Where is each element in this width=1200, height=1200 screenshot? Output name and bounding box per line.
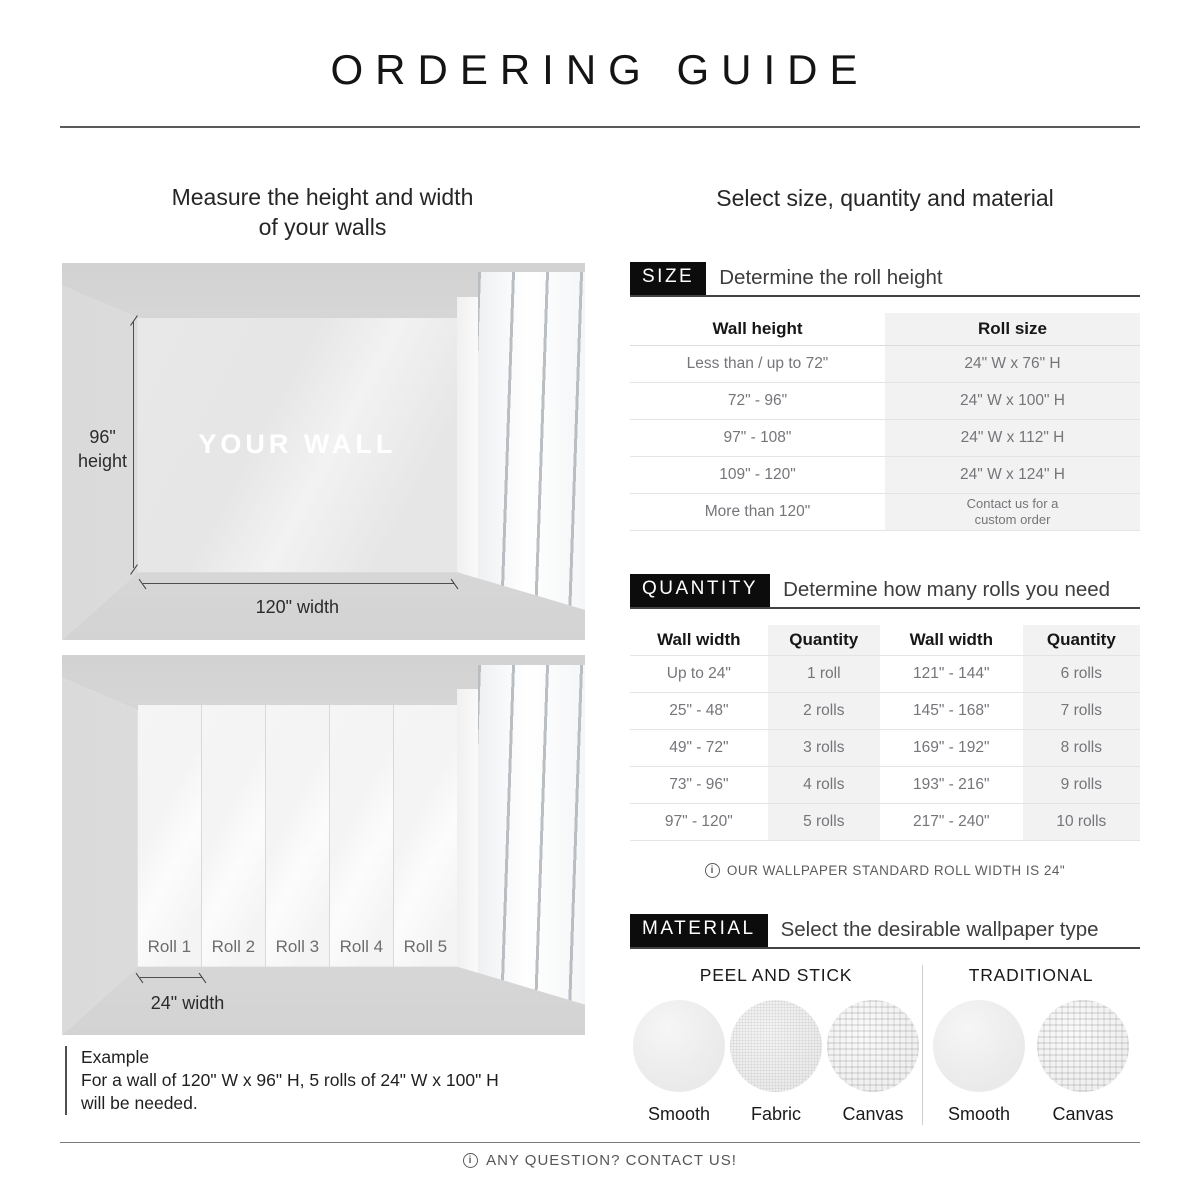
material-badge: MATERIAL xyxy=(630,914,768,947)
roll-label: Roll 1 xyxy=(147,937,192,957)
wallpaper-panel xyxy=(330,705,394,966)
size-table-header-row xyxy=(630,313,1140,346)
example-title: Example xyxy=(81,1047,150,1067)
size-section xyxy=(630,262,1140,531)
material-option xyxy=(631,1000,727,1125)
top-divider xyxy=(60,126,1140,128)
wall-height-cell: Less than / up to 72" xyxy=(686,355,829,372)
wall-height-cell: 97" - 108" xyxy=(723,429,792,446)
material-option-label: Smooth xyxy=(947,1104,1011,1124)
example-note xyxy=(65,1046,570,1115)
info-icon: i xyxy=(705,863,720,878)
roll-label: Roll 2 xyxy=(211,937,256,957)
quantity-cell: 5 rolls xyxy=(768,804,880,840)
fabric-swatch-icon xyxy=(730,1000,822,1092)
roll-width-label: 24" width xyxy=(150,993,225,1014)
room-window-frame xyxy=(457,689,479,982)
roll-label: Roll 5 xyxy=(403,937,448,957)
wall-height-word: height xyxy=(78,451,128,472)
quantity-cell: 7 rolls xyxy=(1023,693,1140,729)
room-illustration-your-wall xyxy=(62,263,585,640)
size-table-row xyxy=(630,383,1140,420)
measure-heading-line1: Measure the height and width xyxy=(171,184,474,210)
quantity-table-row xyxy=(630,767,1140,804)
measure-heading xyxy=(60,182,585,242)
size-section-header xyxy=(630,262,1140,297)
roll-size-cell: 24" W x 124" H xyxy=(885,457,1140,493)
roll-label: Roll 3 xyxy=(275,937,320,957)
quantity-table-header-row xyxy=(630,625,1140,656)
wallpaper-panel xyxy=(394,705,457,966)
wall-width-cell: 145" - 168" xyxy=(913,702,990,719)
material-option-label: Canvas xyxy=(842,1104,904,1124)
bottom-divider xyxy=(60,1142,1140,1143)
quantity-col-header: Wall width xyxy=(657,630,741,649)
roll-label: Roll 4 xyxy=(339,937,384,957)
material-subtitle: Select the desirable wallpaper type xyxy=(780,918,1099,941)
size-table-row xyxy=(630,346,1140,383)
room-illustration-rolls xyxy=(62,655,585,1035)
material-option-label: Smooth xyxy=(647,1104,711,1124)
wall-height-label xyxy=(70,425,135,473)
quantity-cell: 1 roll xyxy=(768,656,880,692)
material-option xyxy=(728,1000,824,1125)
quantity-table-row xyxy=(630,693,1140,730)
quantity-cell: 10 rolls xyxy=(1023,804,1140,840)
size-table-row xyxy=(630,420,1140,457)
quantity-col-header: Quantity xyxy=(1023,625,1140,655)
wall-width-label: 120" width xyxy=(255,596,340,617)
wallpaper-panel xyxy=(138,705,202,966)
wall-width-cell: 73" - 96" xyxy=(669,776,729,793)
material-option-label: Fabric xyxy=(750,1104,801,1124)
quantity-section xyxy=(630,574,1140,878)
material-option xyxy=(931,1000,1027,1125)
size-col-roll-size: Roll size xyxy=(885,313,1140,345)
size-table-row xyxy=(630,457,1140,494)
your-wall-label: YOUR WALL xyxy=(198,428,397,459)
roll-width-dimension-line xyxy=(140,977,202,978)
material-option-label: Canvas xyxy=(1052,1104,1114,1124)
quantity-col-header: Quantity xyxy=(768,625,880,655)
size-subtitle: Determine the roll height xyxy=(719,266,943,289)
select-heading: Select size, quantity and material xyxy=(716,185,1054,211)
wall-width-cell: Up to 24" xyxy=(666,665,731,682)
size-table-row xyxy=(630,494,1140,531)
quantity-subtitle: Determine how many rolls you need xyxy=(783,578,1111,601)
wall-height-cell: 72" - 96" xyxy=(727,392,788,409)
wallpaper-panel xyxy=(266,705,330,966)
peel-and-stick-swatches xyxy=(630,1000,922,1125)
contact-line1: Contact us for a xyxy=(966,496,1059,511)
wall-height-cell: 109" - 120" xyxy=(719,466,796,483)
measure-heading-line2: of your walls xyxy=(258,214,387,240)
width-dimension-line xyxy=(143,583,454,584)
page-title: ORDERING GUIDE xyxy=(330,46,870,93)
room-window xyxy=(478,272,585,619)
wall-width-cell: 121" - 144" xyxy=(913,665,990,682)
wall-width-cell: 49" - 72" xyxy=(669,739,729,756)
quantity-cell: 3 rolls xyxy=(768,730,880,766)
contact-line2: custom order xyxy=(974,512,1051,527)
contact-footer-text: ANY QUESTION? CONTACT US! xyxy=(486,1152,737,1169)
roll-size-cell: 24" W x 112" H xyxy=(885,420,1140,456)
wallpaper-panels xyxy=(138,705,457,966)
size-badge: SIZE xyxy=(630,262,706,295)
quantity-cell: 2 rolls xyxy=(768,693,880,729)
wall-width-cell: 217" - 240" xyxy=(913,813,990,830)
wall-width-cell: 193" - 216" xyxy=(913,776,990,793)
quantity-badge: QUANTITY xyxy=(630,574,770,607)
roll-size-cell xyxy=(885,494,1140,530)
wall-height-cell: More than 120" xyxy=(704,503,811,520)
material-section-header xyxy=(630,914,1140,949)
quantity-table-row xyxy=(630,804,1140,841)
canvas-swatch-icon xyxy=(827,1000,919,1092)
wallpaper-panel xyxy=(202,705,266,966)
material-section xyxy=(630,914,1140,1125)
material-option xyxy=(1035,1000,1131,1125)
size-table xyxy=(630,313,1140,531)
example-line1: For a wall of 120" W x 96" H, 5 rolls of 24" W x 100" H xyxy=(81,1070,499,1090)
traditional-title: TRADITIONAL xyxy=(968,965,1094,985)
roll-size-cell: 24" W x 100" H xyxy=(885,383,1140,419)
smooth-swatch-icon xyxy=(633,1000,725,1092)
quantity-table-row xyxy=(630,730,1140,767)
quantity-cell: 4 rolls xyxy=(768,767,880,803)
room-window xyxy=(478,665,585,1015)
wall-width-cell: 97" - 120" xyxy=(664,813,733,830)
material-groups xyxy=(630,965,1140,1125)
contact-footer xyxy=(0,1152,1200,1169)
wall-width-cell: 25" - 48" xyxy=(669,702,729,719)
wall-width-cell: 169" - 192" xyxy=(913,739,990,756)
peel-and-stick-title: PEEL AND STICK xyxy=(699,965,853,985)
roll-width-note xyxy=(630,863,1140,878)
quantity-col-header: Wall width xyxy=(909,630,993,649)
traditional-group xyxy=(922,965,1139,1125)
canvas-swatch-icon xyxy=(1037,1000,1129,1092)
quantity-cell: 8 rolls xyxy=(1023,730,1140,766)
traditional-swatches xyxy=(923,1000,1139,1125)
quantity-cell: 6 rolls xyxy=(1023,656,1140,692)
example-line2: will be needed. xyxy=(81,1093,198,1113)
size-col-wall-height: Wall height xyxy=(712,319,803,338)
quantity-table-row xyxy=(630,656,1140,693)
material-option xyxy=(825,1000,921,1125)
quantity-section-header xyxy=(630,574,1140,609)
room-window-frame xyxy=(457,297,479,587)
smooth-swatch-icon xyxy=(933,1000,1025,1092)
info-icon: i xyxy=(463,1153,478,1168)
quantity-table xyxy=(630,625,1140,841)
roll-size-cell: 24" W x 76" H xyxy=(885,346,1140,382)
peel-and-stick-group xyxy=(630,965,922,1125)
wall-height-value: 96" xyxy=(89,427,116,448)
quantity-cell: 9 rolls xyxy=(1023,767,1140,803)
roll-width-note-text: OUR WALLPAPER STANDARD ROLL WIDTH IS 24" xyxy=(726,863,1066,878)
